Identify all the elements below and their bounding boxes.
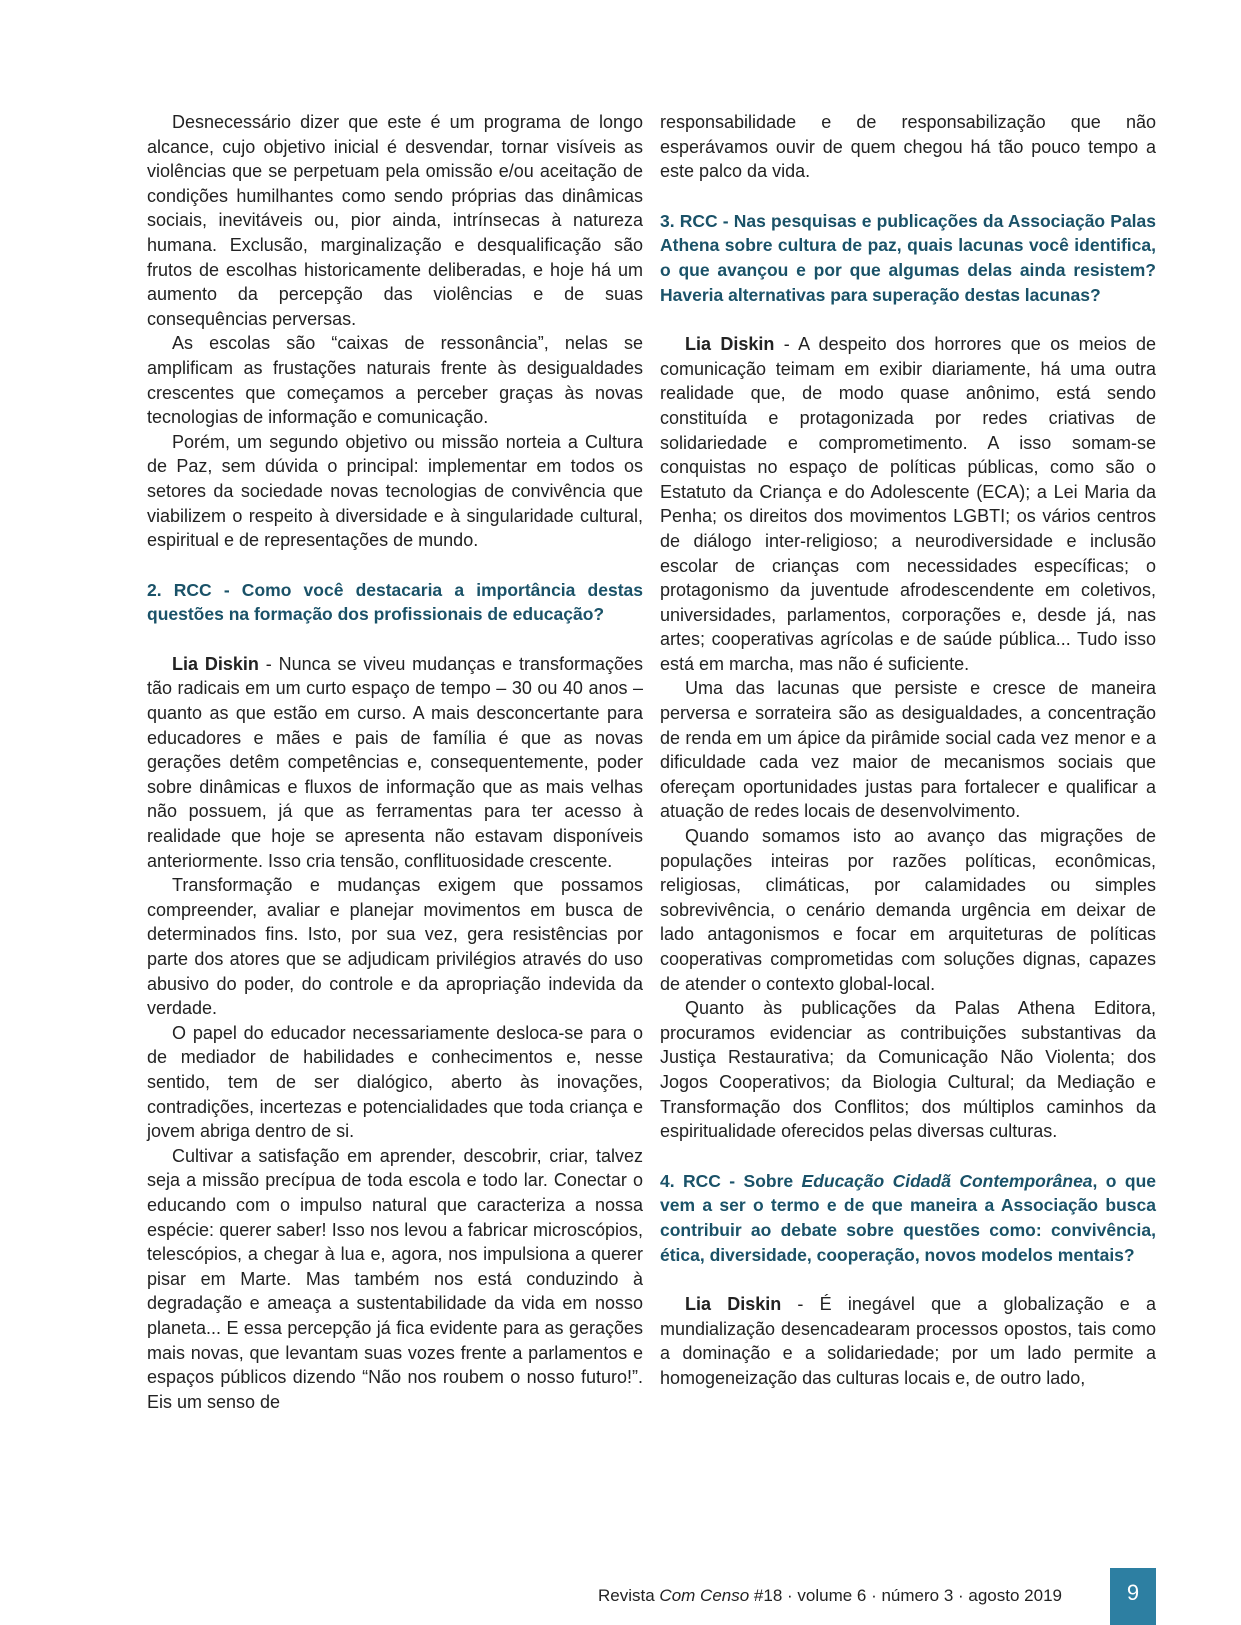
question-heading-3: 3. RCC - Nas pesquisas e publicações da Associação Palas Athena sobre cultura de paz, quais lacunas você identifica, o que avançou e por que algumas delas ainda resistem? Haveria alternativas para superação destas lacunas? — [660, 210, 1156, 305]
answer-paragraph — [147, 652, 643, 873]
paragraph: O papel do educador necessariamente desloca-se para o de mediador de habilidades e conhecimentos e, nesse sentido, tem de ser dialógico, aberto às inovações, contradições, incertezas e potencialidades que toda criança e jovem abriga dentro de si. — [147, 1022, 643, 1142]
page-footer — [598, 1586, 1062, 1606]
paragraph: Cultivar a satisfação em aprender, descobrir, criar, talvez seja a missão precípua de toda escola e todo lar. Conectar o educando com o impulso natural que caracteriza a nossa espécie: querer saber! Isso nos levou a fabricar microscópios, telescópios, a chegar à lua e, agora, nos impulsiona a querer pisar em Marte. Mas também nos está conduzindo à degradação e ameaça a sustentabilidade da vida em nosso planeta... E essa percepção já fica evidente para as gerações mais novas, que levantam suas vozes frente a parlamentos e espaços públicos dizendo “Não nos roubem o nosso futuro!”. Eis um senso de — [147, 1145, 643, 1412]
answer-text: - A despeito dos horrores que os meios de comunicação teimam em exibir diariamente, há uma outra realidade que, de modo quase anônimo, está sendo constituída e protagonizada por redes criativas de solidariedade e comprometimento. A isso somam-se conquistas no espaço de políticas públicas, como são o Estatuto da Criança e do Adolescente (ECA); a Lei Maria da Penha; os direitos dos movimentos LGBTI; os vários centros de diálogo inter-religioso; a neurodiversidade e inclusão escolar de crianças com necessidades específicas; o protagonismo da juventude afrodescendente em coletivos, universidades, parlamentos, corporações e, desde já, nas artes; cooperativas agrícolas e de saúde pública... Tudo isso está em marcha, mas não é suficiente. — [660, 334, 1156, 674]
speaker-name: Lia Diskin — [685, 334, 775, 355]
paragraph: Quando somamos isto ao avanço das migrações de populações inteiras por razões políticas, econômicas, religiosas, climáticas, por calamidades ou simples sobrevivência, o cenário demanda urgência em deixar de lado antagonismos e focar em arquiteturas de políticas cooperativas comprometidas com soluções dignas, capazes de atender o contexto global-local. — [660, 826, 1156, 994]
question-text: , o que vem a ser o termo e de que maneira a Associação busca contribuir ao debate sobre questões como: convivência, ética, diversidade, cooperação, novos modelos mentais? — [660, 1170, 1156, 1265]
answer-text: - É inegável que a globalização e a mundialização desencadearam processos opostos, tais como a dominação e a solidariedade; por um lado permite a homogeneização das culturas locais e, de outro lado, — [660, 1294, 1157, 1388]
paragraph: responsabilidade e de responsabilização que não esperávamos ouvir de quem chegou há tão pouco tempo a este palco da vida. — [660, 112, 1156, 182]
left-column — [147, 110, 643, 1414]
footer-text: Revista — [598, 1586, 660, 1605]
question-heading-4 — [660, 1169, 1156, 1267]
paragraph: Quanto às publicações da Palas Athena Editora, procuramos evidenciar as contribuições substantivas da Justiça Restaurativa; da Comunicação Não Violenta; dos Jogos Cooperativos; da Biologia Cultural; da Mediação e Transformação dos Conflitos; dos múltiplos caminhos da espiritualidade oferecidos pelas diversas culturas. — [660, 998, 1156, 1142]
speaker-name: Lia Diskin — [172, 653, 259, 674]
page-number: 9 — [1126, 1580, 1140, 1605]
paragraph: Desnecessário dizer que este é um programa de longo alcance, cujo objetivo inicial é desvendar, tornar visíveis as violências que se perpetuam pela omissão e/ou aceitação de condições humilhantes como sendo próprias das dinâmicas sociais, inevitáveis ou, pior ainda, intrínsecas à natureza humana. Exclusão, marginalização e desqualificação são frutos de escolhas historicamente deliberadas, e hoje há um aumento da percepção das violências e de suas consequências perversas. — [147, 112, 643, 329]
question-heading-2: 2. RCC - Como você destacaria a importância destas questões na formação dos profissionais de educação? — [147, 579, 643, 625]
answer-text: - Nunca se viveu mudanças e transformações tão radicais em um curto espaço de tempo – 30 ou 40 anos – quanto as que estão em curso. A mais desconcertante para educadores e mães e pais de família é que as novas gerações detêm competências e, consequentemente, poder sobre dinâmicas e fluxos de informação que as mais velhas não possuem, já que as ferramentas para ter acesso à realidade que hoje se apresenta não estavam disponíveis anteriormente. Isso cria tensão, conflituosidade crescente. — [147, 653, 643, 871]
footer-issue: #18 · volume 6 · número 3 · agosto 2019 — [749, 1586, 1062, 1605]
paragraph: Transformação e mudanças exigem que possamos compreender, avaliar e planejar movimentos em busca de determinados fins. Isto, por sua vez, gera resistências por parte dos atores que se adjudicam privilégios através do uso abusivo do poder, do controle e da apropriação indevida da verdade. — [147, 875, 643, 1019]
right-column — [660, 110, 1156, 1391]
answer-paragraph — [660, 1292, 1156, 1390]
paragraph: As escolas são “caixas de ressonância”, nelas se amplificam as frustações naturais frente às desigualdades crescentes que começamos a perceber graças às novas tecnologias de informação e comunicação. — [147, 333, 643, 428]
speaker-name: Lia Diskin — [685, 1294, 782, 1315]
paragraph: Porém, um segundo objetivo ou missão norteia a Cultura de Paz, sem dúvida o principal: implementar em todos os setores da sociedade novas tecnologias de convivência que viabilizem o respeito à diversidade e à singularidade cultural, espiritual e de representações de mundo. — [147, 431, 643, 551]
paragraph: Uma das lacunas que persiste e cresce de maneira perversa e sorrateira são as desigualdades, a concentração de renda em um ápice da pirâmide social cada vez menor e a dificuldade cada vez maior de mecanismos sociais que ofereçam oportunidades justas para fortalecer e qualificar a atuação de redes locais de desenvolvimento. — [660, 678, 1156, 822]
question-text: 4. RCC - Sobre — [660, 1170, 802, 1191]
answer-paragraph — [660, 332, 1156, 676]
page-number-tab — [1110, 1568, 1156, 1625]
question-emphasis: Educação Cidadã Contemporânea — [801, 1170, 1093, 1191]
magazine-name: Com Censo — [659, 1586, 750, 1605]
